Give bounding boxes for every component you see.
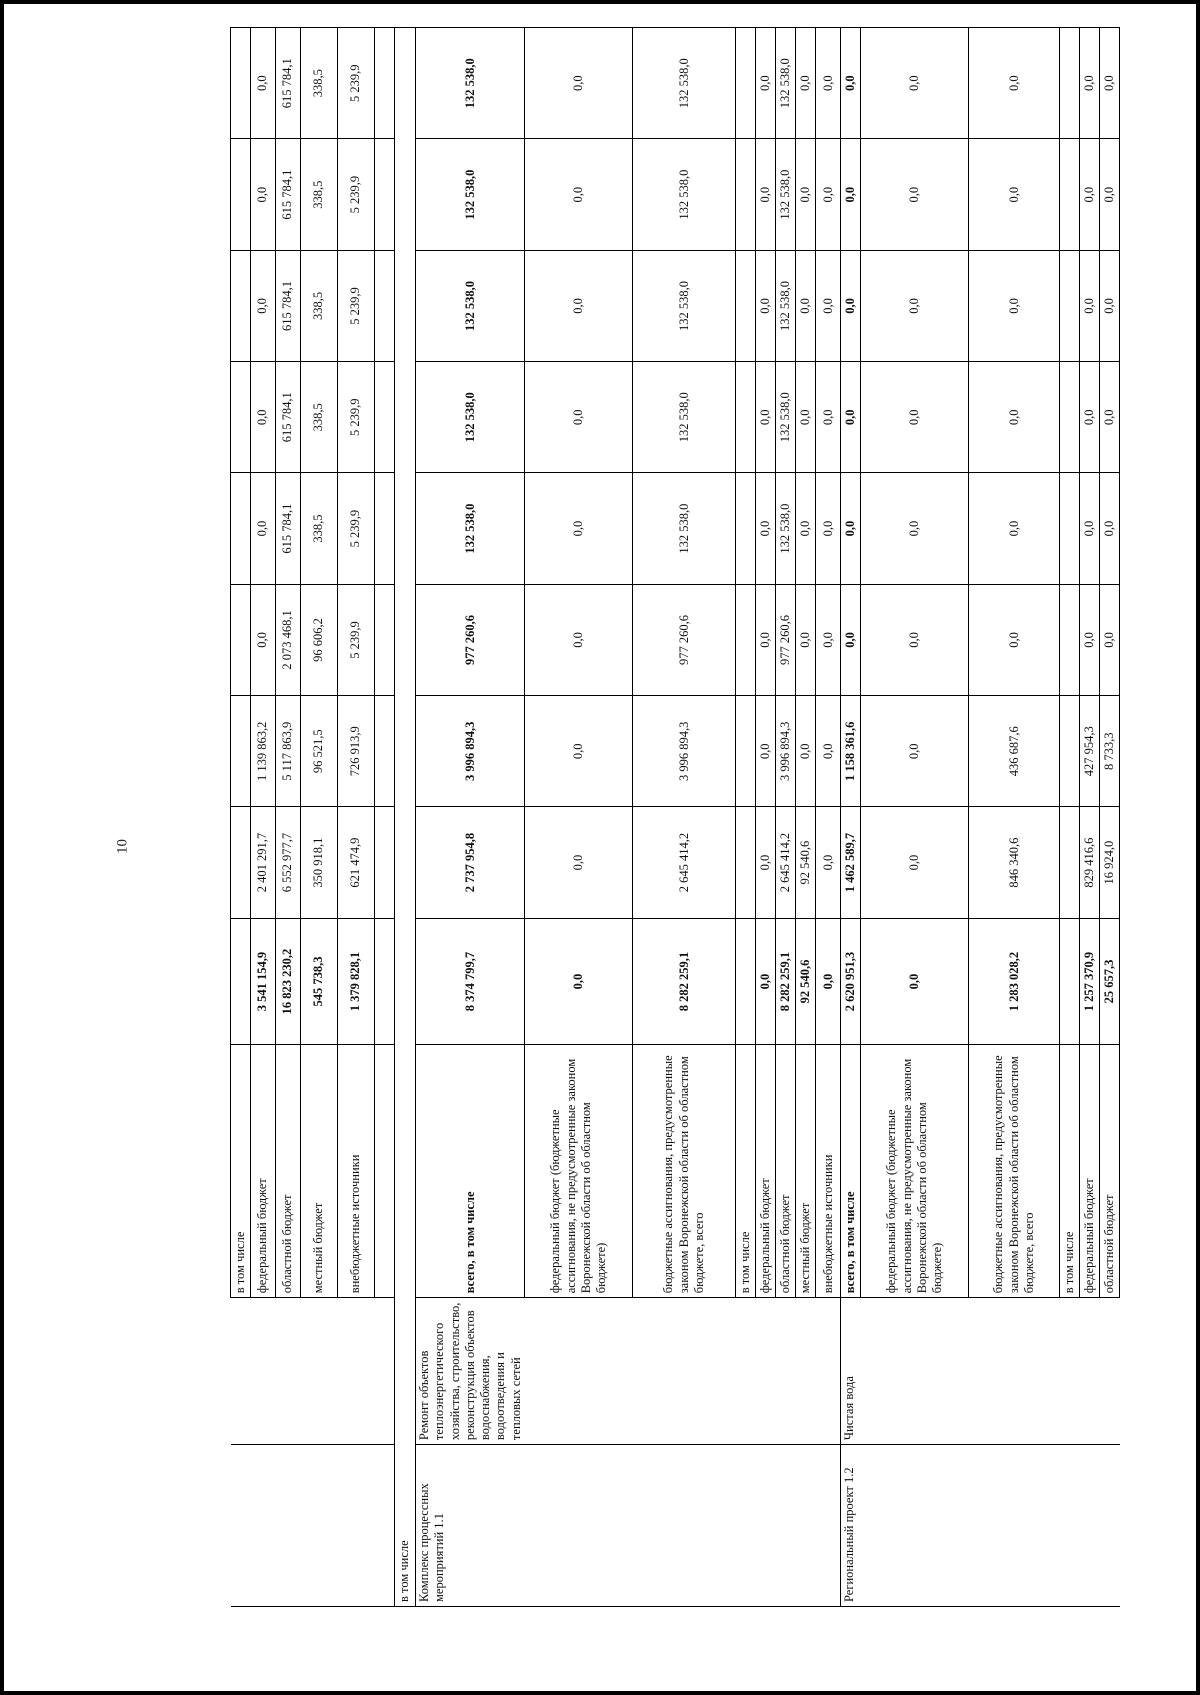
program-cell (969, 1445, 1060, 1607)
value-cell: 132 538,0 (633, 250, 736, 361)
table-row (796, 28, 816, 1607)
value-cell: 16 823 230,2 (276, 918, 301, 1045)
source-cell: местный бюджет (796, 1045, 816, 1298)
value-cell: 0,0 (816, 28, 841, 139)
value-cell: 0,0 (251, 473, 276, 584)
table-row (969, 28, 1060, 1607)
table-row (1060, 28, 1080, 1607)
value-cell: 8 282 259,1 (633, 918, 736, 1045)
value-cell: 0,0 (756, 473, 776, 584)
value-cell: 0,0 (251, 139, 276, 250)
table-row (633, 28, 736, 1607)
value-cell: 0,0 (1080, 473, 1100, 584)
value-cell: 3 541 154,9 (251, 918, 276, 1045)
measure-cell (276, 1298, 301, 1445)
measure-cell (1060, 1298, 1080, 1445)
value-cell: 0,0 (525, 584, 633, 695)
value-cell: 0,0 (756, 28, 776, 139)
value-cell (375, 473, 395, 584)
value-cell: 0,0 (841, 139, 861, 250)
table-row (338, 28, 375, 1607)
measure-cell (796, 1298, 816, 1445)
value-cell: 2 620 951,3 (841, 918, 861, 1045)
value-cell: 2 645 414,2 (776, 807, 796, 918)
value-cell: 338,5 (301, 139, 338, 250)
value-cell: 132 538,0 (416, 362, 525, 473)
measure-cell (338, 1298, 375, 1445)
program-cell (861, 1445, 969, 1607)
value-cell (736, 807, 756, 918)
measure-cell (861, 1298, 969, 1445)
source-cell: внебюджетные источники (816, 1045, 841, 1298)
value-cell: 0,0 (841, 584, 861, 695)
value-cell: 0,0 (969, 473, 1060, 584)
value-cell: 5 239,9 (338, 473, 375, 584)
value-cell: 0,0 (816, 250, 841, 361)
value-cell: 5 239,9 (338, 28, 375, 139)
value-cell: 132 538,0 (776, 250, 796, 361)
value-cell: 0,0 (525, 28, 633, 139)
value-cell: 0,0 (796, 696, 816, 807)
value-cell (375, 139, 395, 250)
value-cell: 0,0 (841, 473, 861, 584)
value-cell: 3 996 894,3 (633, 696, 736, 807)
table-row (276, 28, 301, 1607)
program-cell (796, 1445, 816, 1607)
value-cell: 0,0 (1100, 362, 1120, 473)
value-cell: 338,5 (301, 250, 338, 361)
value-cell (231, 250, 251, 361)
value-cell: 615 784,1 (276, 139, 301, 250)
value-cell: 0,0 (251, 584, 276, 695)
measure-cell (816, 1298, 841, 1445)
value-cell: 0,0 (861, 250, 969, 361)
value-cell (231, 918, 251, 1045)
table-row (375, 28, 395, 1607)
value-cell: 132 538,0 (776, 28, 796, 139)
table-row (395, 28, 416, 1607)
value-cell: 0,0 (796, 28, 816, 139)
table-body (231, 28, 1120, 1607)
value-cell: 846 340,6 (969, 807, 1060, 918)
value-cell: 132 538,0 (416, 473, 525, 584)
value-cell: 726 913,9 (338, 696, 375, 807)
program-cell (633, 1445, 736, 1607)
value-cell: 545 738,3 (301, 918, 338, 1045)
category-cell: в том числе (395, 28, 416, 1607)
value-cell: 0,0 (525, 918, 633, 1045)
value-cell: 0,0 (861, 28, 969, 139)
value-cell: 0,0 (969, 250, 1060, 361)
value-cell: 0,0 (969, 362, 1060, 473)
value-cell: 0,0 (796, 250, 816, 361)
measure-cell (251, 1298, 276, 1445)
value-cell: 0,0 (756, 696, 776, 807)
value-cell (1060, 362, 1080, 473)
value-cell: 3 996 894,3 (776, 696, 796, 807)
value-cell: 2 073 468,1 (276, 584, 301, 695)
value-cell: 5 239,9 (338, 584, 375, 695)
source-cell: бюджетные ассигнования, предусмотренные законом Воронежской области об областном бюджете, всего (969, 1045, 1060, 1298)
value-cell (1060, 250, 1080, 361)
value-cell: 0,0 (1100, 473, 1120, 584)
measure-cell (1080, 1298, 1100, 1445)
value-cell (375, 918, 395, 1045)
value-cell: 0,0 (861, 918, 969, 1045)
program-cell (1080, 1445, 1100, 1607)
value-cell: 0,0 (756, 807, 776, 918)
value-cell (736, 696, 756, 807)
value-cell (736, 584, 756, 695)
value-cell: 132 538,0 (776, 362, 796, 473)
value-cell: 0,0 (1100, 139, 1120, 250)
program-cell (736, 1445, 756, 1607)
value-cell: 0,0 (1100, 28, 1120, 139)
value-cell: 0,0 (525, 807, 633, 918)
value-cell: 92 540,6 (796, 807, 816, 918)
value-cell (736, 139, 756, 250)
source-cell: внебюджетные источники (338, 1045, 375, 1298)
measure-cell: Чистая вода (841, 1298, 861, 1445)
value-cell: 6 552 977,7 (276, 807, 301, 918)
source-cell: областной бюджет (776, 1045, 796, 1298)
value-cell: 1 379 828,1 (338, 918, 375, 1045)
value-cell: 0,0 (1100, 250, 1120, 361)
budget-table (230, 27, 1120, 1607)
value-cell: 436 687,6 (969, 696, 1060, 807)
value-cell: 0,0 (816, 696, 841, 807)
value-cell (1060, 696, 1080, 807)
value-cell: 0,0 (1080, 139, 1100, 250)
value-cell: 16 924,0 (1100, 807, 1120, 918)
source-cell: в том числе (231, 1045, 251, 1298)
value-cell: 0,0 (796, 139, 816, 250)
source-cell: в том числе (1060, 1045, 1080, 1298)
value-cell: 1 257 370,9 (1080, 918, 1100, 1045)
value-cell (231, 584, 251, 695)
value-cell: 5 117 863,9 (276, 696, 301, 807)
program-cell (301, 1445, 338, 1607)
source-cell: всего, в том числе (841, 1045, 861, 1298)
value-cell: 977 260,6 (416, 584, 525, 695)
program-cell (525, 1445, 633, 1607)
value-cell: 0,0 (969, 139, 1060, 250)
value-cell: 0,0 (1080, 250, 1100, 361)
value-cell: 96 521,5 (301, 696, 338, 807)
value-cell: 0,0 (816, 362, 841, 473)
value-cell: 132 538,0 (416, 250, 525, 361)
value-cell: 92 540,6 (796, 918, 816, 1045)
value-cell: 0,0 (841, 362, 861, 473)
value-cell: 8 282 259,1 (776, 918, 796, 1045)
value-cell (736, 250, 756, 361)
program-cell (756, 1445, 776, 1607)
value-cell: 132 538,0 (633, 473, 736, 584)
measure-cell (633, 1298, 736, 1445)
value-cell: 1 283 028,2 (969, 918, 1060, 1045)
measure-cell (969, 1298, 1060, 1445)
program-cell (1060, 1445, 1080, 1607)
value-cell: 338,5 (301, 473, 338, 584)
value-cell: 0,0 (861, 473, 969, 584)
value-cell (1060, 918, 1080, 1045)
value-cell: 0,0 (251, 28, 276, 139)
value-cell (1060, 28, 1080, 139)
value-cell (736, 362, 756, 473)
value-cell: 338,5 (301, 362, 338, 473)
value-cell: 350 918,1 (301, 807, 338, 918)
value-cell: 0,0 (861, 696, 969, 807)
table-row (776, 28, 796, 1607)
table-row (816, 28, 841, 1607)
value-cell (375, 807, 395, 918)
value-cell: 132 538,0 (633, 139, 736, 250)
value-cell: 132 538,0 (416, 28, 525, 139)
value-cell: 621 474,9 (338, 807, 375, 918)
value-cell: 5 239,9 (338, 362, 375, 473)
value-cell: 0,0 (796, 473, 816, 584)
value-cell (231, 696, 251, 807)
value-cell: 0,0 (756, 918, 776, 1045)
table-row (1100, 28, 1120, 1607)
value-cell: 0,0 (816, 918, 841, 1045)
table-row (301, 28, 338, 1607)
program-cell (231, 1445, 251, 1607)
value-cell (736, 473, 756, 584)
source-cell: бюджетные ассигнования, предусмотренные законом Воронежской области об областном бюджете, всего (633, 1045, 736, 1298)
value-cell: 0,0 (816, 584, 841, 695)
value-cell (375, 584, 395, 695)
value-cell: 615 784,1 (276, 362, 301, 473)
value-cell: 0,0 (756, 362, 776, 473)
source-cell: федеральный бюджет (251, 1045, 276, 1298)
value-cell: 977 260,6 (633, 584, 736, 695)
value-cell (231, 473, 251, 584)
program-cell (816, 1445, 841, 1607)
value-cell: 8 374 799,7 (416, 918, 525, 1045)
value-cell: 0,0 (1080, 362, 1100, 473)
program-cell (251, 1445, 276, 1607)
value-cell: 0,0 (525, 473, 633, 584)
value-cell: 0,0 (969, 28, 1060, 139)
value-cell (231, 139, 251, 250)
source-cell: в том числе (736, 1045, 756, 1298)
value-cell: 5 239,9 (338, 250, 375, 361)
value-cell (1060, 807, 1080, 918)
value-cell: 0,0 (756, 139, 776, 250)
value-cell: 0,0 (251, 250, 276, 361)
program-cell: Региональный проект 1.2 (841, 1445, 861, 1607)
value-cell: 427 954,3 (1080, 696, 1100, 807)
table-row (251, 28, 276, 1607)
source-cell: федеральный бюджет (бюджетные ассигнования, не предусмотренные законом Воронежской области об областном бюджете) (861, 1045, 969, 1298)
source-cell: областной бюджет (1100, 1045, 1120, 1298)
value-cell: 2 645 414,2 (633, 807, 736, 918)
value-cell (231, 28, 251, 139)
value-cell (375, 250, 395, 361)
value-cell: 2 737 954,8 (416, 807, 525, 918)
value-cell: 0,0 (796, 362, 816, 473)
value-cell: 0,0 (861, 807, 969, 918)
value-cell (231, 362, 251, 473)
table-row (756, 28, 776, 1607)
table-row (416, 28, 525, 1607)
value-cell: 3 996 894,3 (416, 696, 525, 807)
table-row (736, 28, 756, 1607)
value-cell (736, 918, 756, 1045)
value-cell: 0,0 (1080, 28, 1100, 139)
value-cell (736, 28, 756, 139)
table-row (1080, 28, 1100, 1607)
program-cell (338, 1445, 375, 1607)
value-cell: 0,0 (816, 139, 841, 250)
value-cell: 0,0 (841, 250, 861, 361)
value-cell: 1 139 863,2 (251, 696, 276, 807)
program-cell (1100, 1445, 1120, 1607)
value-cell: 0,0 (525, 362, 633, 473)
value-cell: 132 538,0 (633, 362, 736, 473)
value-cell: 0,0 (861, 362, 969, 473)
table-row (525, 28, 633, 1607)
value-cell: 132 538,0 (776, 139, 796, 250)
value-cell: 977 260,6 (776, 584, 796, 695)
value-cell: 132 538,0 (633, 28, 736, 139)
table-row (861, 28, 969, 1607)
value-cell: 8 733,3 (1100, 696, 1120, 807)
value-cell (1060, 584, 1080, 695)
value-cell (1060, 139, 1080, 250)
measure-cell (231, 1298, 251, 1445)
value-cell: 0,0 (756, 584, 776, 695)
value-cell (375, 362, 395, 473)
source-cell: федеральный бюджет (756, 1045, 776, 1298)
measure-cell (301, 1298, 338, 1445)
value-cell: 0,0 (525, 696, 633, 807)
source-cell: федеральный бюджет (бюджетные ассигнования, не предусмотренные законом Воронежской области об областном бюджете) (525, 1045, 633, 1298)
source-cell: областной бюджет (276, 1045, 301, 1298)
value-cell: 96 606,2 (301, 584, 338, 695)
table-row (231, 28, 251, 1607)
value-cell: 1 158 361,6 (841, 696, 861, 807)
program-cell (276, 1445, 301, 1607)
value-cell (1060, 473, 1080, 584)
value-cell: 0,0 (756, 250, 776, 361)
value-cell: 0,0 (816, 473, 841, 584)
program-cell (776, 1445, 796, 1607)
rotated-table-area (230, 27, 1117, 1607)
source-cell: федеральный бюджет (1080, 1045, 1100, 1298)
value-cell: 132 538,0 (416, 139, 525, 250)
value-cell: 0,0 (525, 139, 633, 250)
value-cell: 0,0 (861, 139, 969, 250)
value-cell: 0,0 (969, 584, 1060, 695)
measure-cell (525, 1298, 633, 1445)
program-cell: Комплекс процессных мероприятий 1.1 (416, 1445, 525, 1607)
value-cell: 5 239,9 (338, 139, 375, 250)
value-cell: 615 784,1 (276, 250, 301, 361)
source-cell: всего, в том числе (416, 1045, 525, 1298)
value-cell: 338,5 (301, 28, 338, 139)
value-cell: 0,0 (1080, 584, 1100, 695)
value-cell: 2 401 291,7 (251, 807, 276, 918)
value-cell: 0,0 (1100, 584, 1120, 695)
value-cell: 829 416,6 (1080, 807, 1100, 918)
value-cell: 0,0 (861, 584, 969, 695)
value-cell: 1 462 589,7 (841, 807, 861, 918)
source-cell (375, 1045, 395, 1298)
value-cell: 25 657,3 (1100, 918, 1120, 1045)
source-cell: местный бюджет (301, 1045, 338, 1298)
value-cell: 0,0 (816, 807, 841, 918)
measure-cell (1100, 1298, 1120, 1445)
value-cell (231, 807, 251, 918)
value-cell: 0,0 (525, 250, 633, 361)
measure-cell (736, 1298, 756, 1445)
measure-cell (375, 1298, 395, 1445)
value-cell: 0,0 (841, 28, 861, 139)
value-cell (375, 696, 395, 807)
measure-cell (756, 1298, 776, 1445)
value-cell: 0,0 (796, 584, 816, 695)
value-cell: 615 784,1 (276, 28, 301, 139)
value-cell (375, 28, 395, 139)
value-cell: 132 538,0 (776, 473, 796, 584)
table-row (841, 28, 861, 1607)
measure-cell (776, 1298, 796, 1445)
value-cell: 615 784,1 (276, 473, 301, 584)
program-cell (375, 1445, 395, 1607)
page-number: 10 (114, 839, 131, 854)
value-cell: 0,0 (251, 362, 276, 473)
measure-cell: Ремонт объектов теплоэнергетического хозяйства, строительство, реконструкция объектов водоснабжения, водоотведения и тепловых сетей (416, 1298, 525, 1445)
